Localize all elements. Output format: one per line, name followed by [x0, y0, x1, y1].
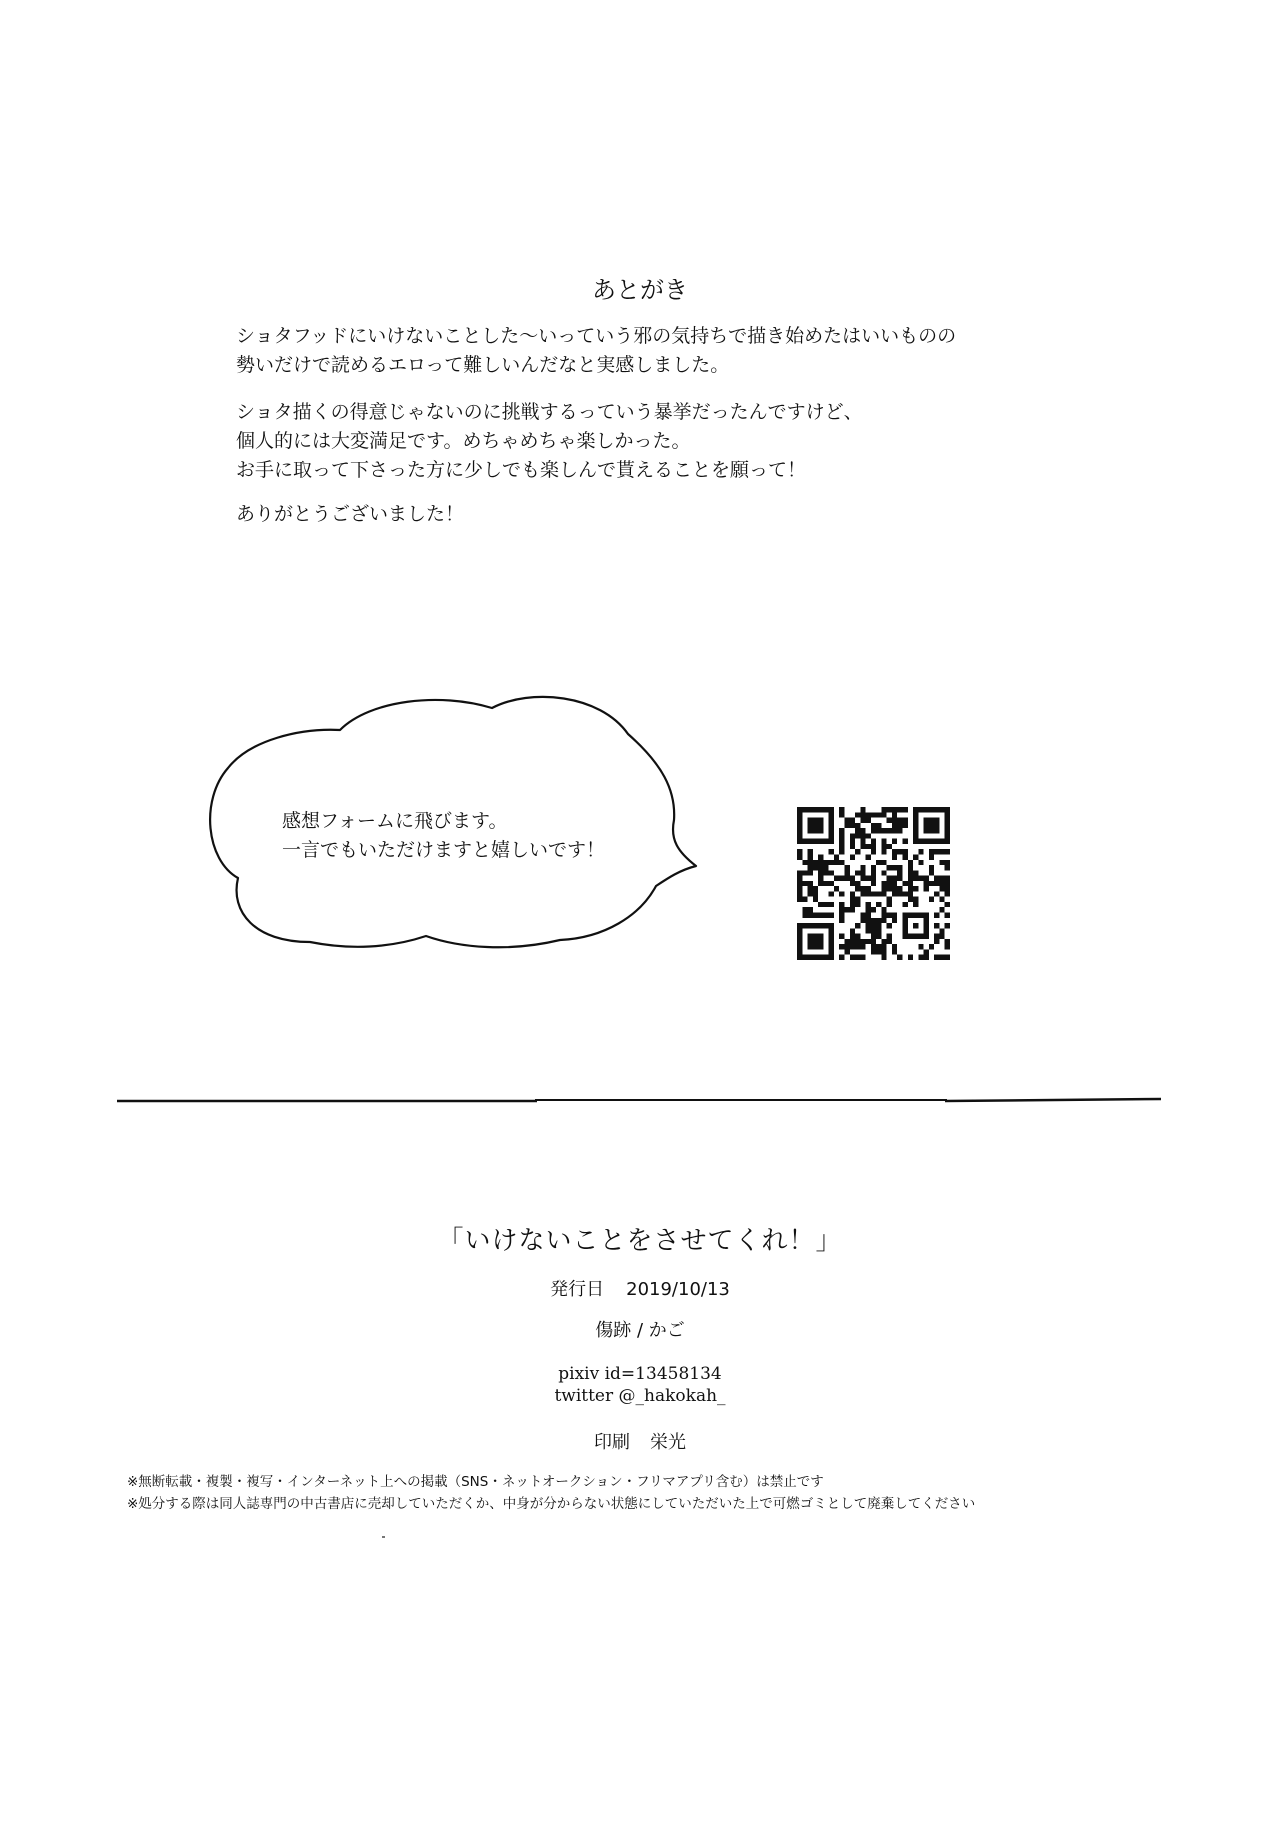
copyright-notice: ※無断転載・複製・複写・インターネット上への掲載（SNS・ネットオークション・フリマアプリ含む）は禁止です: [127, 1474, 824, 1490]
text-line: 個人的には大変満足です。めちゃめちゃ楽しかった。: [236, 430, 691, 452]
afterword-heading: あとがき: [592, 276, 688, 304]
afterword-paragraph-1: [236, 322, 1096, 380]
book-title: 「いけないことをさせてくれ！」: [437, 1226, 843, 1256]
disposal-notice: ※処分する際は同人誌専門の中古書店に売却していただくか、中身が分からない状態にしていただいた上で可燃ゴミとして廃棄してください: [127, 1496, 976, 1512]
twitter-handle: twitter @_hakokah_: [554, 1386, 726, 1406]
printer-name: 栄光: [650, 1432, 686, 1453]
text-line: ショタフッドにいけないことした〜いっていう邪の気持ちで描き始めたはいいものの: [236, 325, 957, 347]
print-speck: [382, 1536, 385, 1538]
bubble-line-1: 感想フォームに飛びます。: [282, 810, 508, 832]
publication-date-label: 発行日: [550, 1279, 605, 1300]
circle-author: 傷跡 / かご: [595, 1320, 685, 1341]
afterword-paragraph-2: [236, 398, 1096, 485]
text-line: ありがとうございました！: [236, 503, 465, 525]
publication-date: [0, 1275, 1280, 1301]
divider-line: [117, 1090, 1161, 1110]
printer: [0, 1428, 1280, 1454]
publication-date-value: 2019/10/13: [626, 1279, 730, 1300]
afterword-closing: [236, 500, 1096, 529]
pixiv-id: pixiv id=13458134: [558, 1364, 722, 1384]
text-line: お手に取って下さった方に少しでも楽しんで貰えることを願って！: [236, 459, 807, 481]
text-line: ショタ描くの得意じゃないのに挑戦するっていう暴挙だったんですけど、: [236, 401, 863, 423]
bubble-line-2: 一言でもいただけますと嬉しいです！: [282, 839, 606, 861]
text-line: 勢いだけで読めるエロって難しいんだなと実感しました。: [236, 354, 730, 376]
printer-label: 印刷: [594, 1432, 630, 1453]
bubble-text: [282, 807, 605, 865]
qr-code-icon[interactable]: [797, 807, 950, 960]
